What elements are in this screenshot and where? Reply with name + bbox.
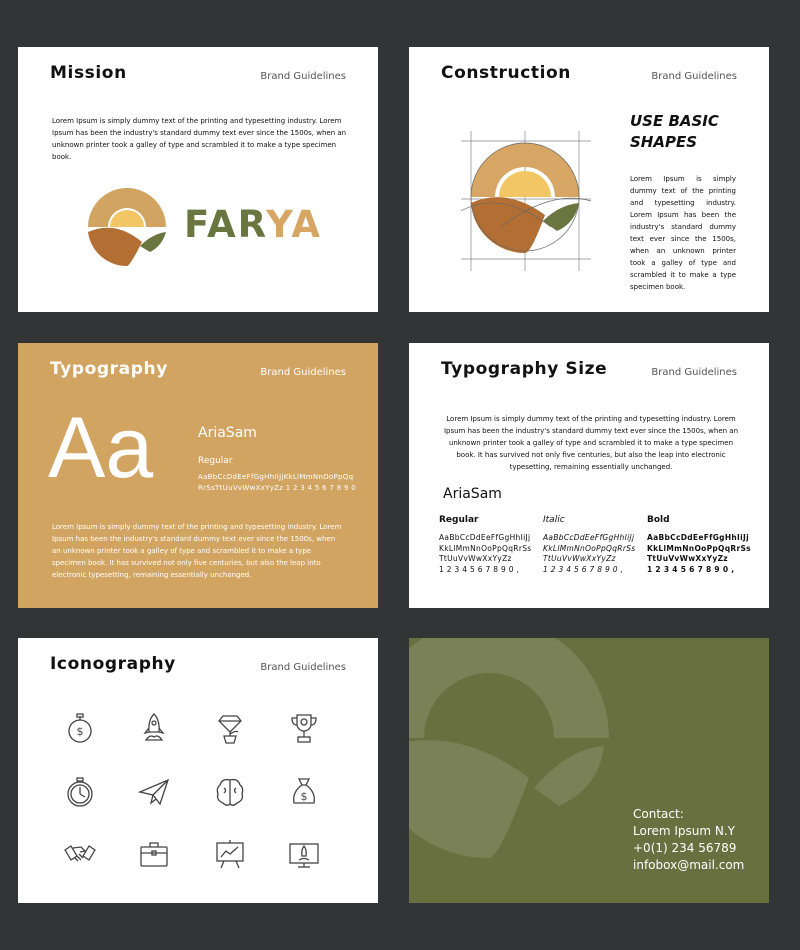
construction-headline: USE BASIC SHAPES [630, 112, 719, 151]
regular-label: Regular [439, 515, 479, 525]
iconography-title: Iconography [50, 654, 176, 674]
alphabet-line-1: AaBbCcDdEeFfGgHhIiJjKkLlMmNnOoPpQq [198, 473, 354, 481]
typography-title: Typography [50, 359, 168, 379]
logo-mark-icon [86, 186, 168, 268]
construction-grid-logo [461, 131, 591, 271]
monitor-rocket-icon [288, 838, 320, 870]
regular-specimen: AaBbCcDdEeFfGgHhIiJj KkLlMmNnOoPpQqRrSs TtUuVvWwXxYyZz 1 2 3 4 5 6 7 8 9 0 , [439, 533, 532, 574]
typography-size-title: Typography Size [441, 359, 608, 379]
brand-guidelines-label: Brand Guidelines [260, 367, 346, 378]
farya-logo [86, 186, 346, 276]
iconography-card [18, 638, 378, 903]
paper-plane-icon [138, 776, 170, 808]
rocket-launch-icon [138, 712, 170, 744]
contact-email: infobox@mail.com [633, 858, 745, 872]
mission-text: Lorem Ipsum is simply dummy text of the printing and typesetting industry. Lorem Ipsum has been the industry's standard dummy text ever since the 1500s, when an unknown printer took a galley of type and scrambled it to make a type specimen book. [52, 117, 347, 161]
typography-text: Lorem Ipsum is simply dummy text of the printing and typesetting industry. Lorem Ipsum has been the industry's standard dummy text ever since the 1500s, when an unknown printer took a galley of type and scrambled it to make a type specimen book. It has survived not only five centuries, but also the leap into electronic typesetting, remaining essentially unchanged. [52, 523, 342, 579]
mission-title: Mission [50, 63, 127, 83]
briefcase-icon [138, 838, 170, 870]
construction-title: Construction [441, 63, 572, 83]
diamond-plant-icon [214, 712, 246, 744]
contact-label: Contact: [633, 807, 684, 821]
font-name: AriaSam [443, 486, 502, 502]
bold-specimen: AaBbCcDdEeFfGgHhIiJj KkLlMmNnOoPpQqRrSs TtUuVvWwXxYyZz 1 2 3 4 5 6 7 8 9 0 , [647, 533, 751, 574]
logo-wordmark: FARYA [184, 203, 323, 246]
trophy-icon [288, 712, 320, 744]
money-bag-icon [288, 776, 320, 808]
typography-size-text: Lorem Ipsum is simply dummy text of the printing and typesetting industry. Lorem Ipsum has been the industry's standard dummy text ever since the 1500s, when an unknown printer took a galley of type and scrambled it to make a type specimen book. It has survived not only five centuries, but also the leap into electronic typesetting, remaining essentially unchanged. [443, 415, 739, 471]
brand-guidelines-label: Brand Guidelines [260, 71, 346, 82]
brand-guidelines-label: Brand Guidelines [260, 662, 346, 673]
brain-icon [214, 776, 246, 808]
construction-card [409, 47, 769, 312]
contact-name: Lorem Ipsum N.Y [633, 824, 736, 838]
typography-size-card [409, 343, 769, 608]
brand-guidelines-label: Brand Guidelines [651, 71, 737, 82]
contact-card [409, 638, 769, 903]
brand-guidelines-label: Brand Guidelines [651, 367, 737, 378]
mission-card [18, 47, 378, 312]
type-sample: Aa [48, 400, 154, 496]
money-timer-icon [64, 712, 96, 744]
contact-block [633, 806, 744, 874]
construction-text: Lorem Ipsum is simply dummy text of the printing and typesetting industry. Lorem Ipsum has been the industry's standard dummy text ever since the 1500s, when an unknown printer took a galley of type and scrambled it to make a type specimen book. [630, 175, 736, 291]
svg-text:$: $ [300, 790, 308, 803]
italic-label: Italic [543, 515, 565, 525]
typography-card [18, 343, 378, 608]
alphabet-line-2: RrSsTtUuVvWwXxYyZz 1 2 3 4 5 6 7 8 9 0 [198, 484, 357, 492]
handshake-icon [64, 838, 96, 870]
stopwatch-icon [64, 776, 96, 808]
font-name: AriaSam [198, 425, 257, 441]
bold-label: Bold [647, 515, 670, 525]
italic-specimen: AaBbCcDdEeFfGgHhIiJj KkLlMmNnOoPpQqRrSs TtUuVvWwXxYyZz 1 2 3 4 5 6 7 8 9 0 , [543, 533, 636, 574]
contact-phone: +0(1) 234 56789 [633, 841, 737, 855]
presentation-chart-icon [214, 838, 246, 870]
svg-text:$: $ [76, 725, 84, 738]
font-style: Regular [198, 456, 233, 466]
